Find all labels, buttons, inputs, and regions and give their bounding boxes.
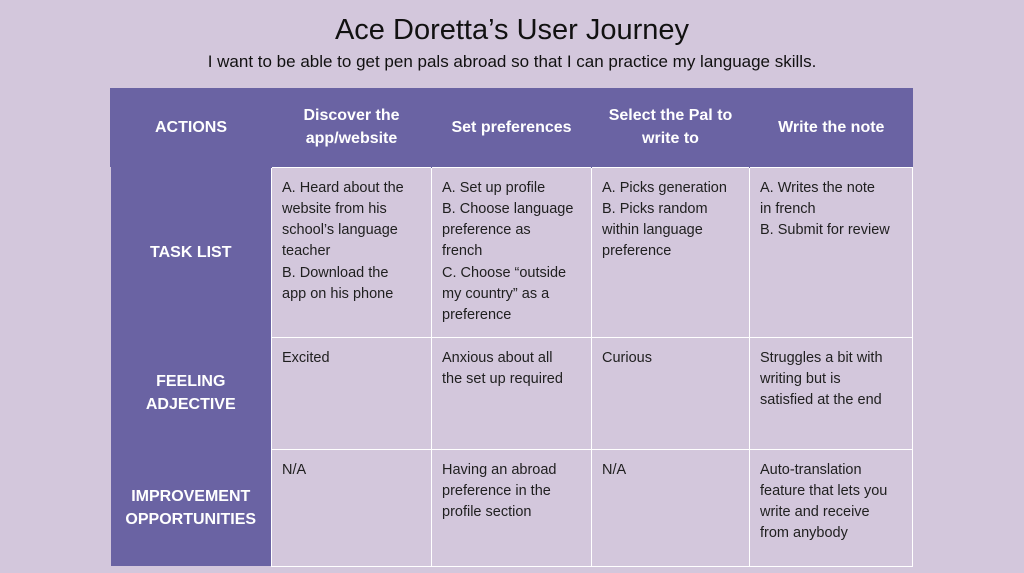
- header-label-line: Select the Pal to: [608, 107, 733, 125]
- row-header-improvement-opportunities: [111, 449, 272, 566]
- cell-line: preference as: [442, 222, 531, 239]
- cell-line: the set up required: [442, 370, 563, 387]
- row-label-line: FEELING: [156, 373, 226, 390]
- cell-line: A. Writes the note: [760, 179, 875, 196]
- cell-line: french: [442, 243, 483, 260]
- task-list-cell-discover: [272, 167, 432, 337]
- row-label-line: IMPROVEMENT: [131, 487, 251, 505]
- page-title: Ace Doretta’s User Journey: [334, 14, 690, 46]
- row-header-feeling-adjective: [111, 337, 272, 449]
- cell-line: writing but is: [760, 370, 841, 387]
- cell-line: Excited: [282, 349, 330, 366]
- feeling-cell-write-note: [750, 337, 913, 449]
- header-label-line: app/website: [305, 130, 398, 148]
- cell-line: Struggles a bit with: [760, 349, 883, 366]
- cell-line: teacher: [282, 243, 331, 260]
- cell-line: C. Choose “outside: [442, 264, 567, 281]
- improvement-cell-set-preferences: [432, 449, 592, 566]
- cell-line: B. Choose language: [442, 200, 574, 217]
- user-journey-table: [110, 88, 913, 567]
- cell-line: from anybody: [760, 525, 848, 542]
- header-label-line: Discover the: [303, 107, 400, 125]
- cell-line: Curious: [602, 349, 652, 366]
- improvement-row: [111, 449, 913, 566]
- row-header-task-list: [111, 167, 272, 337]
- feeling-cell-discover: [272, 337, 432, 449]
- cell-line: website from his: [282, 200, 387, 217]
- cell-line: school’s language: [282, 222, 398, 239]
- header-row: [111, 88, 913, 167]
- row-label-line: ADJECTIVE: [145, 396, 236, 413]
- improvement-cell-select-pal: [592, 449, 750, 566]
- column-header-discover: [272, 88, 432, 167]
- cell-line: satisfied at the end: [760, 392, 882, 409]
- cell-line: preference in the: [442, 482, 551, 499]
- header-label: ACTIONS: [155, 119, 227, 136]
- feeling-row: [111, 337, 913, 449]
- task-list-cell-write-note: [750, 167, 913, 337]
- header-label-line: Set preferences: [451, 118, 572, 136]
- corner-header-actions: [111, 88, 272, 167]
- feeling-cell-select-pal: [592, 337, 750, 449]
- task-list-row: [111, 167, 913, 337]
- cell-line: profile section: [442, 504, 532, 521]
- cell-line: preference: [442, 307, 512, 324]
- cell-line: B. Picks random: [602, 200, 708, 217]
- header-label-line: write to: [642, 130, 699, 148]
- feeling-cell-set-preferences: [432, 337, 592, 449]
- cell-line: N/A: [282, 461, 307, 478]
- cell-line: Having an abroad: [442, 461, 557, 478]
- cell-line: A. Heard about the: [282, 179, 404, 196]
- cell-line: A. Picks generation: [602, 179, 727, 196]
- improvement-cell-write-note: [750, 449, 913, 566]
- column-header-select-pal: [592, 88, 750, 167]
- cell-line: B. Submit for review: [760, 222, 890, 239]
- cell-line: B. Download the: [282, 264, 389, 281]
- cell-line: within language: [602, 222, 703, 239]
- column-header-write-note: [750, 88, 913, 167]
- cell-line: Anxious about all: [442, 349, 553, 366]
- cell-line: app on his phone: [282, 285, 394, 302]
- page-subtitle: I want to be able to get pen pals abroad so that I can practice my language skills.: [207, 52, 817, 71]
- cell-line: N/A: [602, 461, 627, 478]
- header-label-line: Write the note: [778, 118, 885, 136]
- task-list-cell-set-preferences: [432, 167, 592, 337]
- cell-line: in french: [760, 200, 816, 217]
- cell-line: preference: [602, 243, 672, 260]
- cell-line: my country” as a: [442, 285, 550, 302]
- task-list-cell-select-pal: [592, 167, 750, 337]
- improvement-cell-discover: [272, 449, 432, 566]
- cell-line: write and receive: [760, 504, 870, 521]
- row-label-line: TASK LIST: [150, 243, 232, 261]
- cell-line: A. Set up profile: [442, 179, 546, 196]
- cell-line: Auto-translation: [760, 461, 862, 478]
- column-header-set-preferences: [432, 88, 592, 167]
- row-label-line: OPPORTUNITIES: [125, 510, 257, 528]
- cell-line: feature that lets you: [760, 482, 888, 499]
